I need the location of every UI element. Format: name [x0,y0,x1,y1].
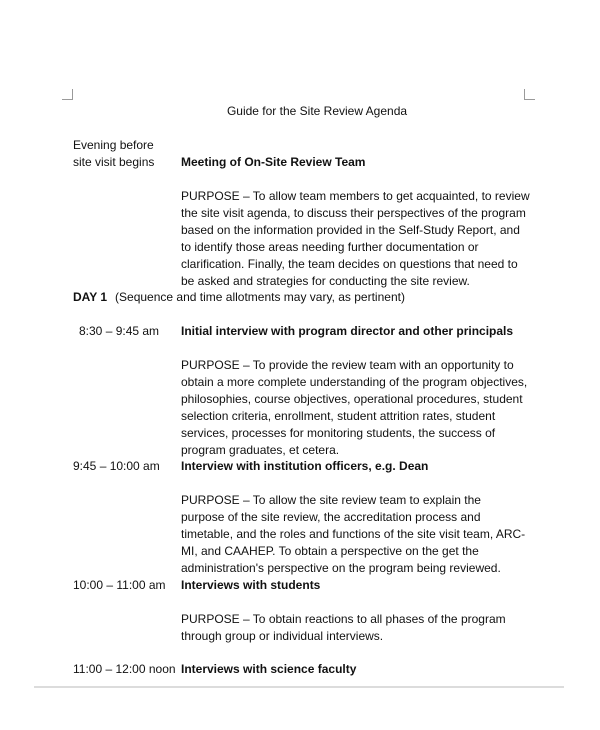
evening-time-line-2: site visit begins [73,155,155,169]
evening-heading: Meeting of On-Site Review Team [181,155,366,169]
session-purpose: PURPOSE – To obtain reactions to all phases of the program through group or individual interviews. [181,612,506,643]
margin-corner-mark-left [62,89,73,100]
evening-purpose: PURPOSE – To allow team members to get acquainted, to review the site visit agenda, to discuss their perspectives of the program based on the information provided in the Self-Study Report, and to identify those areas needing further documentation or clarification. Finally, the team decides on questions that need to be asked and strategies for conducting the site review. [181,189,530,288]
day-1-label: DAY 1 [73,290,108,304]
session-heading: Interviews with students [181,578,321,592]
day-1-line [73,289,405,306]
session-heading: Interviews with science faculty [181,662,357,676]
margin-corner-mark-right [524,89,535,100]
day-1-note: (Sequence and time allotments may vary, as pertinent) [115,290,405,304]
session-time: 8:30 – 9:45 am [79,324,160,338]
session-purpose: PURPOSE – To allow the site review team to explain the purpose of the site review, the accreditation process and timetable, and the roles and functions of the site visit team, ARC-MI, and CAAHEP. To obtain a perspective on the get the administration's perspective on the program being reviewed. [181,493,526,575]
evening-time-line-1: Evening before [73,138,154,152]
session-heading: Interview with institution officers, e.g. Dean [181,459,429,473]
session-time: 11:00 – 12:00 noon [73,662,176,676]
document-title: Guide for the Site Review Agenda [226,104,408,118]
page-bottom-edge [34,686,564,688]
session-time: 10:00 – 11:00 am [73,578,166,592]
evening-time-label [73,137,178,171]
session-purpose: PURPOSE – To provide the review team with an opportunity to obtain a more complete understanding of the program objectives, philosophies, course objectives, operational procedures, student selection criteria, enrollment, student attrition rates, student services, processes for monitoring students, the success of program graduates, et cetera. [181,358,528,457]
session-time: 9:45 – 10:00 am [73,459,160,473]
session-heading: Initial interview with program director and other principals [181,324,514,338]
